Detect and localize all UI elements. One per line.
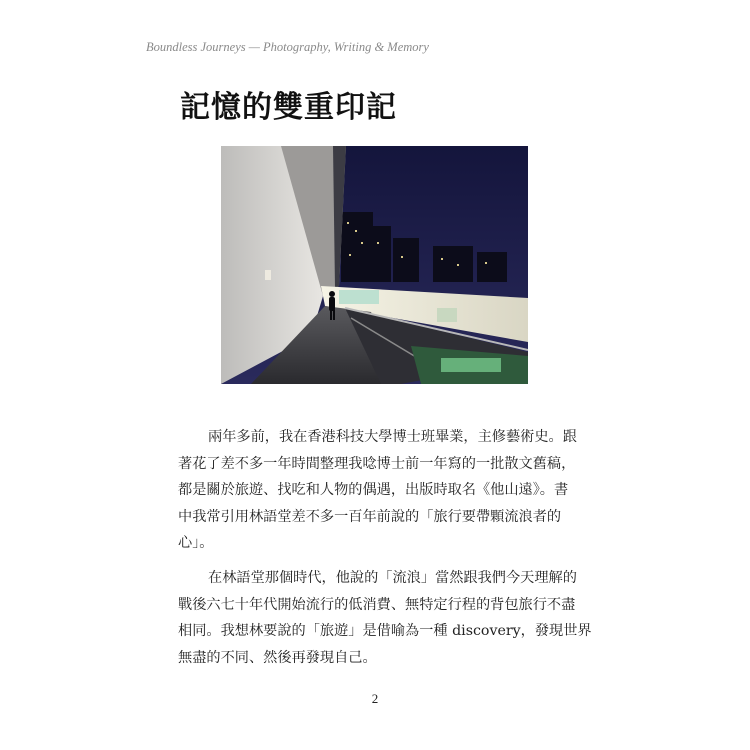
paragraph-line: 無盡的不同、然後再發現自己。 [178, 649, 377, 666]
paragraph-line: 心」。 [178, 535, 214, 551]
paragraph-line: 戰後六七十年代開始流行的低消費、無特定行程的背包旅行不盡 [178, 596, 576, 613]
photo-illustration [221, 146, 528, 384]
page-title: 記憶的雙重印記 [180, 90, 397, 125]
paragraph-line: 都是關於旅遊、找吃和人物的偶遇，出版時取名《他山遠》。書 [178, 482, 569, 498]
wall-light [265, 270, 271, 280]
article-photo [221, 146, 528, 384]
paragraph-line: 著花了差不多一年時間整理我唸博士前一年寫的一批散文舊稿， [178, 455, 576, 472]
paragraph-line: 相同。我想林要說的「旅遊」是借喻為一種 discovery，發現世界 [178, 623, 592, 639]
paragraph-line: 兩年多前，我在香港科技大學博士班畢業，主修藝術史。跟 [208, 429, 577, 445]
paragraph-2 [178, 565, 592, 671]
paragraph-1 [178, 424, 577, 557]
running-header: Boundless Journeys — Photography, Writing & Memory [146, 40, 429, 54]
paragraph-line: 在林語堂那個時代，他說的「流浪」當然跟我們今天理解的 [208, 570, 577, 586]
page-number: 2 [371, 691, 379, 706]
paragraph-line: 中我常引用林語堂差不多一百年前說的「旅行要帶顆流浪者的 [178, 508, 562, 525]
